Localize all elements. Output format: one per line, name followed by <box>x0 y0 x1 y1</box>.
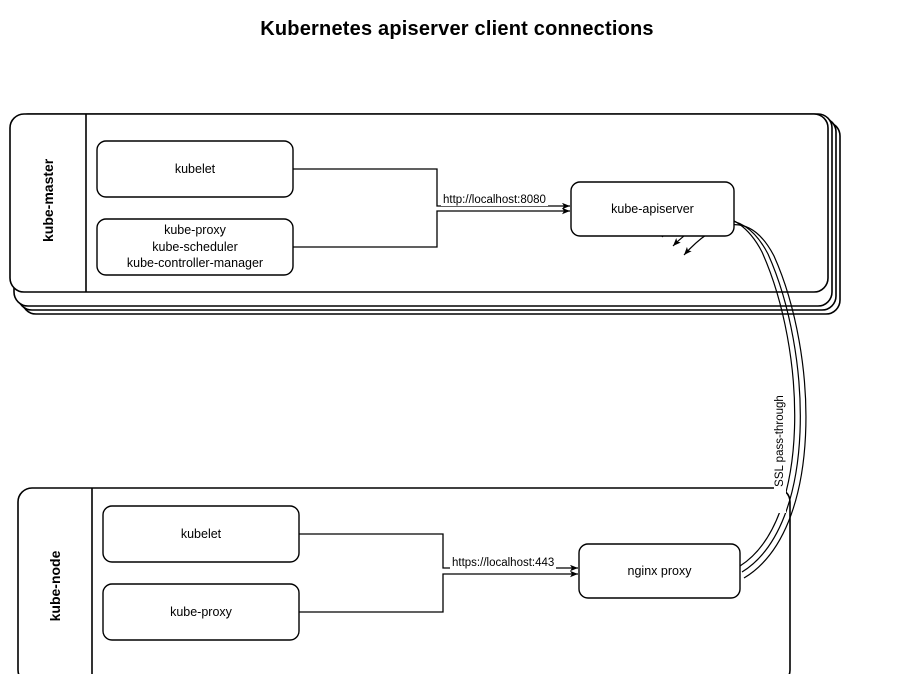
page-title: Kubernetes apiserver client connections <box>260 18 654 40</box>
node-label-text: kubelet <box>180 526 222 541</box>
edge-label-node-https: https://localhost:443 <box>452 557 555 569</box>
node-box-master-kubelet[interactable] <box>97 141 293 197</box>
node-label-text: kubelet <box>174 161 216 176</box>
node-label-text: nginx proxy <box>627 563 692 578</box>
edge-label-master-http: http://localhost:8080 <box>443 194 546 206</box>
node-box-kube-apiserver[interactable] <box>571 182 734 236</box>
node-label-text: kube-apiserver <box>611 201 694 216</box>
node-box-master-components[interactable] <box>97 219 293 275</box>
node-box-nginx-proxy[interactable] <box>579 544 740 598</box>
node-label-master-components: kube-proxy kube-scheduler kube-controller-manager <box>126 222 264 271</box>
group-label-text: kube-master <box>40 158 56 242</box>
node-box-node-kubelet[interactable] <box>103 506 299 562</box>
group-label-text: kube-node <box>47 550 63 622</box>
node-box-node-kube-proxy[interactable] <box>103 584 299 640</box>
group-label-kube-master <box>40 158 56 242</box>
node-label-text: kube-proxy <box>170 604 232 619</box>
group-label-kube-node <box>47 549 63 623</box>
edge-label-ssl-pass-through: SSL pass-through <box>774 369 786 513</box>
